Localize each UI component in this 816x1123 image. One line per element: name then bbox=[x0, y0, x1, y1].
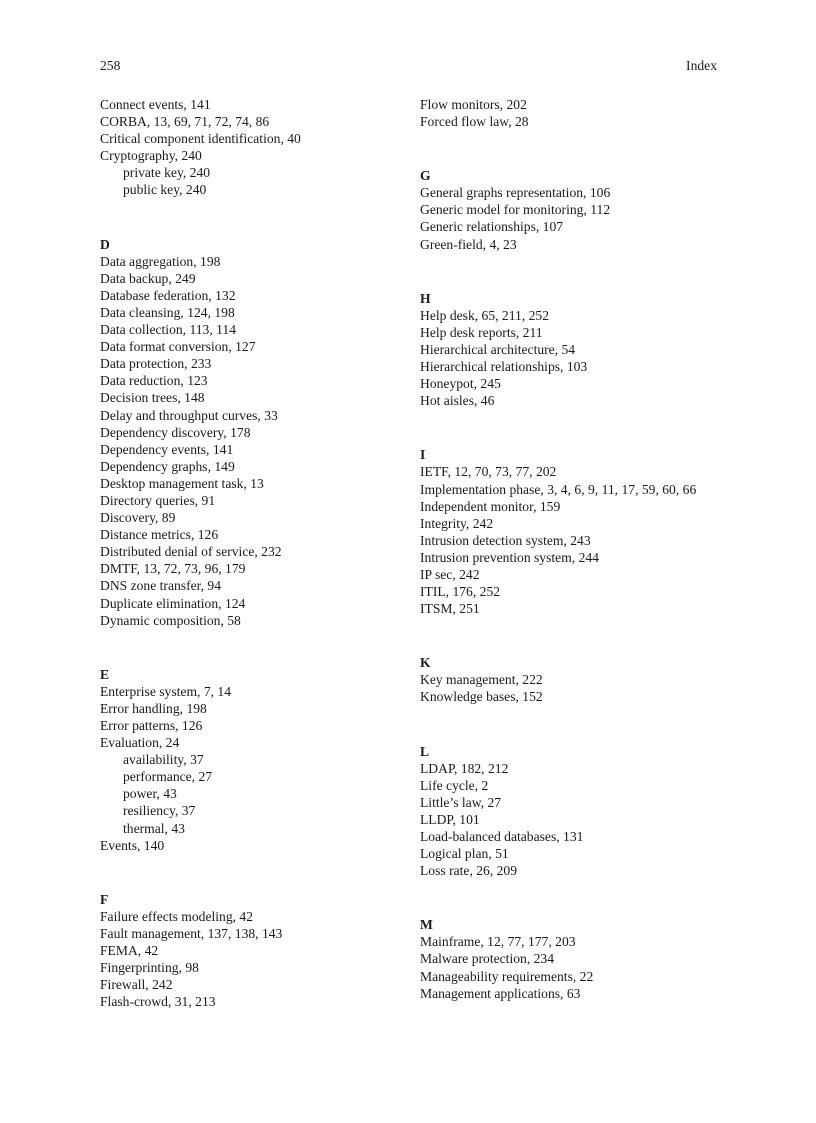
index-entry: Dependency graphs, 149 bbox=[100, 458, 235, 474]
index-entry: Database federation, 132 bbox=[100, 287, 236, 303]
index-entry: Help desk, 65, 211, 252 bbox=[420, 307, 550, 323]
index-section bbox=[420, 96, 720, 130]
index-entry: Error handling, 198 bbox=[100, 700, 207, 716]
index-entry: Directory queries, 91 bbox=[100, 492, 216, 508]
section-letter-heading: G bbox=[420, 168, 431, 184]
section-letter-heading: I bbox=[420, 447, 426, 463]
index-entry: Data collection, 113, 114 bbox=[100, 322, 237, 338]
index-section-f bbox=[100, 891, 400, 1011]
page-header bbox=[100, 58, 717, 78]
section-letter-heading: L bbox=[420, 743, 430, 759]
index-entry: Green-field, 4, 23 bbox=[420, 236, 517, 252]
index-entry: Events, 140 bbox=[100, 837, 165, 853]
index-entry: Implementation phase, 3, 4, 6, 9, 11, 17, 59, 60, 66 bbox=[420, 481, 697, 497]
index-section bbox=[100, 96, 400, 199]
index-entry: Connect events, 141 bbox=[100, 97, 211, 112]
index-entry: Fault management, 137, 138, 143 bbox=[100, 925, 283, 941]
index-entry: Hot aisles, 46 bbox=[420, 393, 495, 409]
index-entry: Enterprise system, 7, 14 bbox=[100, 683, 232, 699]
index-entry: Distributed denial of service, 232 bbox=[100, 544, 282, 560]
index-entry: Mainframe, 12, 77, 177, 203 bbox=[420, 934, 576, 950]
index-entry: Data reduction, 123 bbox=[100, 373, 208, 389]
index-subentry: performance, 27 bbox=[123, 769, 213, 785]
index-entry: Duplicate elimination, 124 bbox=[100, 595, 246, 611]
section-letter-heading: M bbox=[420, 917, 433, 933]
index-entry: Little’s law, 27 bbox=[420, 794, 502, 810]
index-section-k bbox=[420, 654, 720, 705]
index-entry: Knowledge bases, 152 bbox=[420, 689, 543, 705]
index-entry: General graphs representation, 106 bbox=[420, 185, 611, 201]
index-section-e bbox=[100, 666, 400, 854]
index-entry: Dependency discovery, 178 bbox=[100, 424, 251, 440]
index-entry: Fingerprinting, 98 bbox=[100, 960, 199, 976]
index-entry: Cryptography, 240 bbox=[100, 148, 202, 164]
index-entry: Intrusion detection system, 243 bbox=[420, 532, 591, 548]
section-letter-heading: E bbox=[100, 666, 110, 682]
index-entry: Data cleansing, 124, 198 bbox=[100, 304, 235, 320]
index-entry: Management applications, 63 bbox=[420, 985, 581, 1001]
index-entry: Data aggregation, 198 bbox=[100, 253, 221, 269]
index-entry: Generic relationships, 107 bbox=[420, 219, 564, 235]
index-subentry: private key, 240 bbox=[123, 165, 211, 181]
index-entry: Distance metrics, 126 bbox=[100, 527, 219, 543]
index-entry: Key management, 222 bbox=[420, 672, 543, 688]
index-entry: Dependency events, 141 bbox=[100, 441, 234, 457]
index-entry: Manageability requirements, 22 bbox=[420, 968, 594, 984]
index-section-l bbox=[420, 743, 720, 880]
index-entry: Evaluation, 24 bbox=[100, 735, 180, 751]
index-entry: ITSM, 251 bbox=[420, 601, 480, 617]
index-entry: Delay and throughput curves, 33 bbox=[100, 407, 278, 423]
index-entry: Life cycle, 2 bbox=[420, 777, 489, 793]
index-subentry: availability, 37 bbox=[123, 752, 204, 768]
index-section-i bbox=[420, 446, 720, 617]
index-entry: Decision trees, 148 bbox=[100, 390, 205, 406]
index-entry: DMTF, 13, 72, 73, 96, 179 bbox=[100, 561, 246, 577]
index-entry: Critical component identification, 40 bbox=[100, 131, 301, 147]
running-head: Index bbox=[686, 58, 717, 73]
index-entry: Integrity, 242 bbox=[420, 515, 494, 531]
index-entry: Flash-crowd, 31, 213 bbox=[100, 994, 216, 1010]
index-entry: Hierarchical architecture, 54 bbox=[420, 341, 576, 357]
index-entry: Data backup, 249 bbox=[100, 270, 196, 286]
index-entry: Hierarchical relationships, 103 bbox=[420, 359, 588, 375]
index-entry: Generic model for monitoring, 112 bbox=[420, 202, 611, 218]
index-subentry: power, 43 bbox=[123, 786, 177, 802]
index-entry: IP sec, 242 bbox=[420, 566, 480, 582]
section-letter-heading: D bbox=[100, 236, 110, 252]
index-entry: Load-balanced databases, 131 bbox=[420, 829, 584, 844]
index-entry: Dynamic composition, 58 bbox=[100, 612, 241, 628]
index-column-right bbox=[420, 96, 720, 1002]
index-entry: DNS zone transfer, 94 bbox=[100, 578, 222, 594]
index-entry: LDAP, 182, 212 bbox=[420, 760, 509, 776]
section-letter-heading: F bbox=[100, 891, 109, 907]
index-entry: IETF, 12, 70, 73, 77, 202 bbox=[420, 464, 557, 480]
index-subentry: thermal, 43 bbox=[123, 820, 185, 836]
index-entry: Failure effects modeling, 42 bbox=[100, 908, 254, 924]
index-entry: Help desk reports, 211 bbox=[420, 324, 543, 340]
index-entry: Data protection, 233 bbox=[100, 356, 212, 372]
section-letter-heading: K bbox=[420, 655, 431, 671]
index-entry: LLDP, 101 bbox=[420, 811, 480, 827]
index-entry: ITIL, 176, 252 bbox=[420, 584, 501, 600]
section-letter-heading: H bbox=[420, 290, 431, 306]
index-column-left bbox=[100, 96, 400, 1010]
index-entry: Forced flow law, 28 bbox=[420, 114, 529, 130]
index-section-d bbox=[100, 236, 400, 629]
index-entry: FEMA, 42 bbox=[100, 943, 159, 959]
index-entry: Firewall, 242 bbox=[100, 977, 173, 993]
index-entry: Intrusion prevention system, 244 bbox=[420, 549, 599, 565]
index-entry: Loss rate, 26, 209 bbox=[420, 863, 518, 879]
index-entry: Data format conversion, 127 bbox=[100, 339, 256, 355]
index-entry: Desktop management task, 13 bbox=[100, 475, 264, 491]
index-entry: Malware protection, 234 bbox=[420, 951, 555, 967]
page-number: 258 bbox=[100, 58, 121, 73]
index-section-g bbox=[420, 167, 720, 252]
index-entry: Discovery, 89 bbox=[100, 510, 176, 526]
index-entry: Honeypot, 245 bbox=[420, 376, 501, 392]
index-subentry: resiliency, 37 bbox=[123, 803, 196, 819]
index-entry: Logical plan, 51 bbox=[420, 846, 509, 862]
index-section-h bbox=[420, 290, 720, 410]
index-section-m bbox=[420, 916, 720, 1001]
index-entry: CORBA, 13, 69, 71, 72, 74, 86 bbox=[100, 114, 270, 130]
index-entry: Flow monitors, 202 bbox=[420, 97, 527, 112]
index-subentry: public key, 240 bbox=[123, 182, 207, 198]
index-entry: Error patterns, 126 bbox=[100, 718, 203, 733]
index-entry: Independent monitor, 159 bbox=[420, 498, 561, 514]
